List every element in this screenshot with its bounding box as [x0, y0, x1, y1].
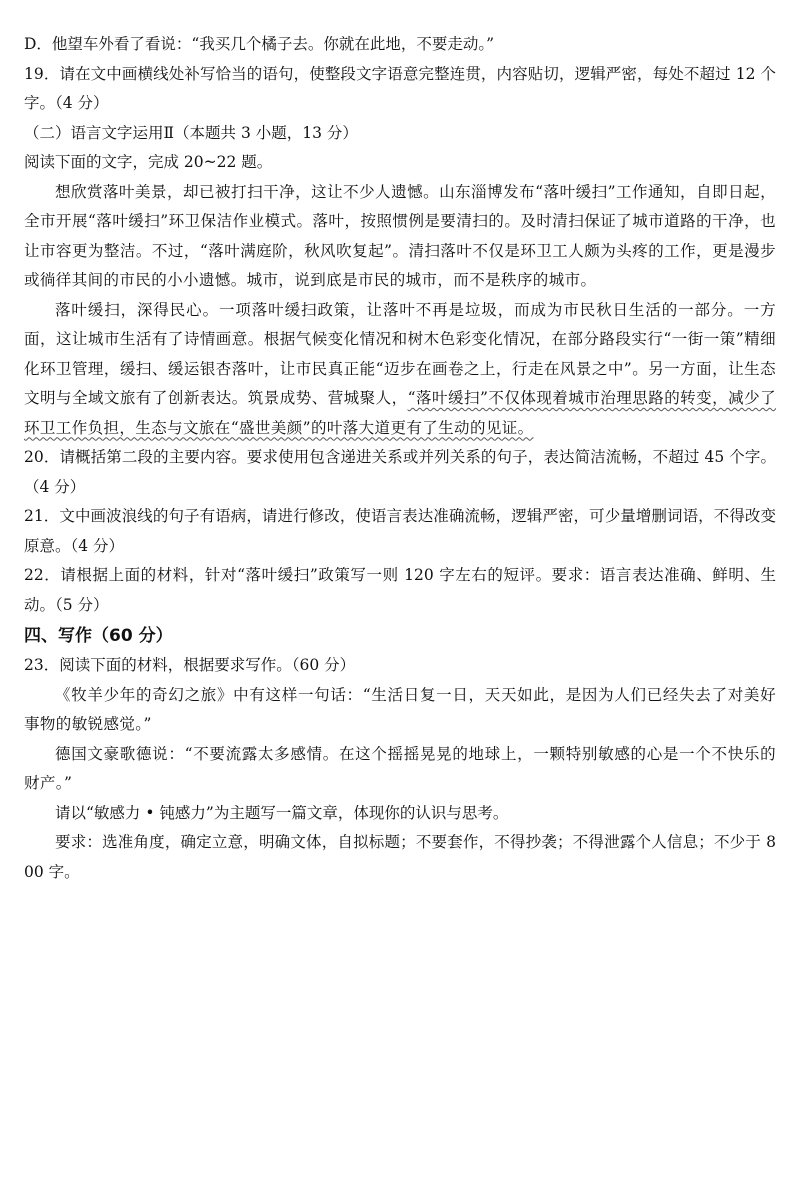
question-22: 22．请根据上面的材料，针对“落叶缓扫”政策写一则 120 字左右的短评。要求：语言表达准确、鲜明、生动。（5 分）	[24, 566, 776, 614]
passage-paragraph-2	[24, 296, 776, 444]
wavy-underlined-sentence: “落叶缓扫”不仅体现着城市治理思路的转变，减少了环卫工作负担，生态与文旅在“盛世美颜”的叶落大道更有了生动的见证。	[24, 389, 777, 437]
writing-quote-1: 《牧羊少年的奇幻之旅》中有这样一句话：“生活日复一日，天天如此，是因为人们已经失去了对美好事物的敏锐感觉。”	[24, 685, 776, 733]
writing-task: 请以“敏感力 • 钝感力”为主题写一篇文章，体现你的认识与思考。	[55, 803, 509, 822]
writing-section-heading: 四、写作（60 分）	[24, 626, 173, 646]
writing-requirements: 要求：选准角度，确定立意，明确文体，自拟标题；不要套作，不得抄袭；不得泄露个人信息；不少于 800 字。	[24, 833, 776, 881]
question-23: 23．阅读下面的材料，根据要求写作。（60 分）	[24, 656, 356, 674]
section-two-heading: （二）语言文字运用Ⅱ（本题共 3 小题，13 分）	[24, 123, 358, 142]
writing-quote-2: 德国文豪歌德说：“不要流露太多感情。在这个摇摇晃晃的地球上，一颗特别敏感的心是一个不快乐的财产。”	[24, 744, 776, 792]
reading-instruction: 阅读下面的文字，完成 20~22 题。	[24, 153, 273, 171]
question-19: 19．请在文中画横线处补写恰当的语句，使整段文字语意完整连贯，内容贴切，逻辑严密，每处不超过 12 个字。（4 分）	[24, 64, 776, 112]
passage-paragraph-1: 想欣赏落叶美景，却已被打扫干净，这让不少人遗憾。山东淄博发布“落叶缓扫”工作通知，自即日起，全市开展“落叶缓扫”环卫保洁作业模式。落叶，按照惯例是要清扫的。及时清扫保证了城市道路的干净，也让市容更为整洁。不过，“落叶满庭阶，秋风吹复起”。清扫落叶不仅是环卫工人颇为头疼的工作，更是漫步或徜徉其间的市民的小小遗憾。城市，说到底是市民的城市，而不是秩序的城市。	[24, 182, 776, 289]
passage-paragraph-2-text: 落叶缓扫，深得民心。一项落叶缓扫政策，让落叶不再是垃圾，而成为市民秋日生活的一部分。一方面，这让城市生活有了诗情画意。根据气候变化情况和树木色彩变化情况，在部分路段实行“一街一策”精细化环卫管理，缓扫、缓运银杏落叶，让市民真正能“迈步在画卷之上，行走在风景之中”。另一方面，让生态文明与全域文旅有了创新表达。筑景成势、营城聚人，	[24, 300, 776, 407]
question-21: 21．文中画波浪线的句子有语病，请进行修改，使语言表达准确流畅，逻辑严密，可少量增删词语，不得改变原意。（4 分）	[24, 507, 776, 555]
option-d-line: D．他望车外看了看说：“我买几个橘子去。你就在此地，不要走动。”	[24, 35, 495, 53]
question-20: 20．请概括第二段的主要内容。要求使用包含递进关系或并列关系的句子，表达简洁流畅，不超过 45 个字。（4 分）	[24, 448, 776, 496]
